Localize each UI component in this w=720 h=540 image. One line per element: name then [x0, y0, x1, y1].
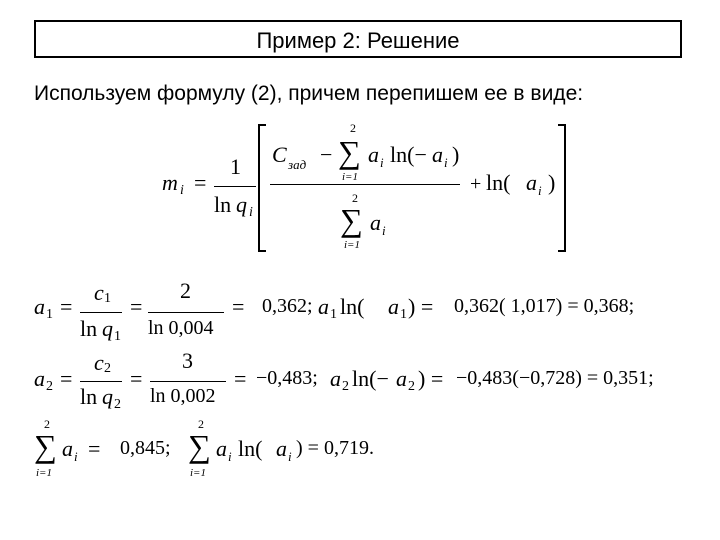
equals-sign: = — [194, 170, 207, 195]
plus-sign: + — [470, 173, 482, 195]
a2-expr: a — [330, 366, 341, 391]
c1-symbol: c — [94, 280, 104, 305]
a-symbol: a — [368, 142, 379, 167]
close-paren: ) — [452, 142, 460, 167]
ln-open-1: ln( — [340, 294, 365, 319]
sum-lower-4: i=1 — [190, 467, 206, 479]
ln-q1-subscript: 1 — [114, 329, 121, 344]
equals-sum: = — [88, 436, 101, 461]
frac-numerator: 1 — [230, 154, 241, 179]
sum-upper-3: 2 — [44, 417, 50, 431]
a-symbol-3: a — [370, 210, 381, 235]
c-subscript: зад — [288, 157, 307, 172]
intro-text: Используем формулу (2), причем перепишем ее в виде: — [34, 82, 584, 105]
sum-lower: i=1 — [342, 171, 358, 183]
ai-subscript: i — [74, 449, 78, 464]
a1-expr: a — [318, 294, 329, 319]
ai-symbol-2: a — [216, 436, 227, 461]
denominator-2: ln 0,004 — [148, 317, 214, 339]
numerator-3: 3 — [182, 348, 193, 373]
sum-symbol-2: ∑ — [340, 202, 363, 238]
ln-open-3: ln( — [238, 436, 263, 461]
ai-subscript-3: i — [288, 449, 292, 464]
a1-subscript: 1 — [46, 307, 53, 322]
a1-symbol: a — [34, 294, 45, 319]
den-ln: ln — [214, 192, 232, 217]
minus-sign: − — [320, 142, 333, 167]
close-eq-2: ) = — [418, 366, 444, 391]
a-subscript: i — [380, 155, 384, 170]
equals-2b: = — [130, 366, 143, 391]
c-symbol: C — [272, 142, 287, 167]
a1-expr-subscript: 1 — [330, 307, 337, 322]
slide-title: Пример 2: Решение — [256, 28, 460, 53]
ln-q2-ln: ln — [80, 384, 98, 409]
ai-subscript-2: i — [228, 449, 232, 464]
ln-open-2: ln(− — [352, 366, 389, 391]
ln-q1-q: q — [102, 316, 113, 341]
equals-3: = — [232, 294, 245, 319]
numerator-2: 2 — [180, 278, 191, 303]
sum-lower-2: i=1 — [344, 239, 360, 251]
sum-value: 0,845; — [120, 437, 171, 459]
a2-expr-subscript: 2 — [342, 379, 349, 394]
c2-subscript: 2 — [104, 361, 111, 376]
a2-equals: = — [60, 366, 73, 391]
sum-symbol: ∑ — [338, 134, 361, 170]
a-subscript-3: i — [382, 223, 386, 238]
a1-expr-2-subscript: 1 — [400, 307, 407, 322]
fraction-bar — [214, 186, 256, 187]
fraction-bar-1b — [148, 312, 224, 313]
sum-symbol-3: ∑ — [34, 428, 57, 464]
a-subscript-4: i — [538, 183, 542, 198]
sum-ln-value: ) = 0,719. — [296, 437, 374, 459]
ln-q2-subscript: 2 — [114, 397, 121, 412]
sum-upper-4: 2 — [198, 417, 204, 431]
a-subscript-2: i — [444, 155, 448, 170]
equals-3b: = — [234, 366, 247, 391]
a2-subscript: 2 — [46, 379, 53, 394]
a-symbol-4: a — [526, 170, 537, 195]
close-paren-2: ) — [548, 170, 556, 195]
close-eq-1: ) = — [408, 294, 434, 319]
den-q: q — [236, 192, 247, 217]
tail-2: −0,483(−0,728) = 0,351; — [456, 367, 654, 389]
ln-after: ln( — [486, 170, 511, 195]
result-a2: −0,483; — [256, 367, 318, 389]
a2-expr-2: a — [396, 366, 407, 391]
a1-expr-2: a — [388, 294, 399, 319]
title-box — [34, 20, 682, 58]
equals-2: = — [130, 294, 143, 319]
c2-symbol: c — [94, 350, 104, 375]
fraction-bar-2b — [150, 381, 226, 382]
a1-equals: = — [60, 294, 73, 319]
m-symbol: m — [162, 170, 178, 195]
ai-symbol-3: a — [276, 436, 287, 461]
m-subscript: i — [180, 183, 184, 198]
result-a1: 0,362; — [262, 295, 313, 317]
ln-term: ln(− — [390, 142, 427, 167]
sum-lower-3: i=1 — [36, 467, 52, 479]
ai-symbol: a — [62, 436, 73, 461]
c1-subscript: 1 — [104, 291, 111, 306]
sum-upper: 2 — [350, 121, 356, 135]
ln-q1-ln: ln — [80, 316, 98, 341]
right-bracket-top — [558, 124, 566, 126]
left-bracket — [258, 124, 260, 252]
a-symbol-2: a — [432, 142, 443, 167]
a2-symbol: a — [34, 366, 45, 391]
right-bracket — [564, 124, 566, 252]
denominator-3: ln 0,002 — [150, 385, 216, 407]
right-bracket-bottom — [558, 250, 566, 252]
den-q-subscript: i — [249, 205, 253, 220]
left-bracket-bottom — [258, 250, 266, 252]
sum-upper-2: 2 — [352, 191, 358, 205]
inner-fraction-bar — [270, 184, 460, 185]
left-bracket-top — [258, 124, 266, 126]
tail-1: 0,362( 1,017) = 0,368; — [454, 295, 635, 317]
ln-q2-q: q — [102, 384, 113, 409]
sum-symbol-4: ∑ — [188, 428, 211, 464]
a2-expr-2-subscript: 2 — [408, 379, 415, 394]
fraction-bar-1 — [80, 312, 122, 313]
fraction-bar-2 — [80, 381, 122, 382]
